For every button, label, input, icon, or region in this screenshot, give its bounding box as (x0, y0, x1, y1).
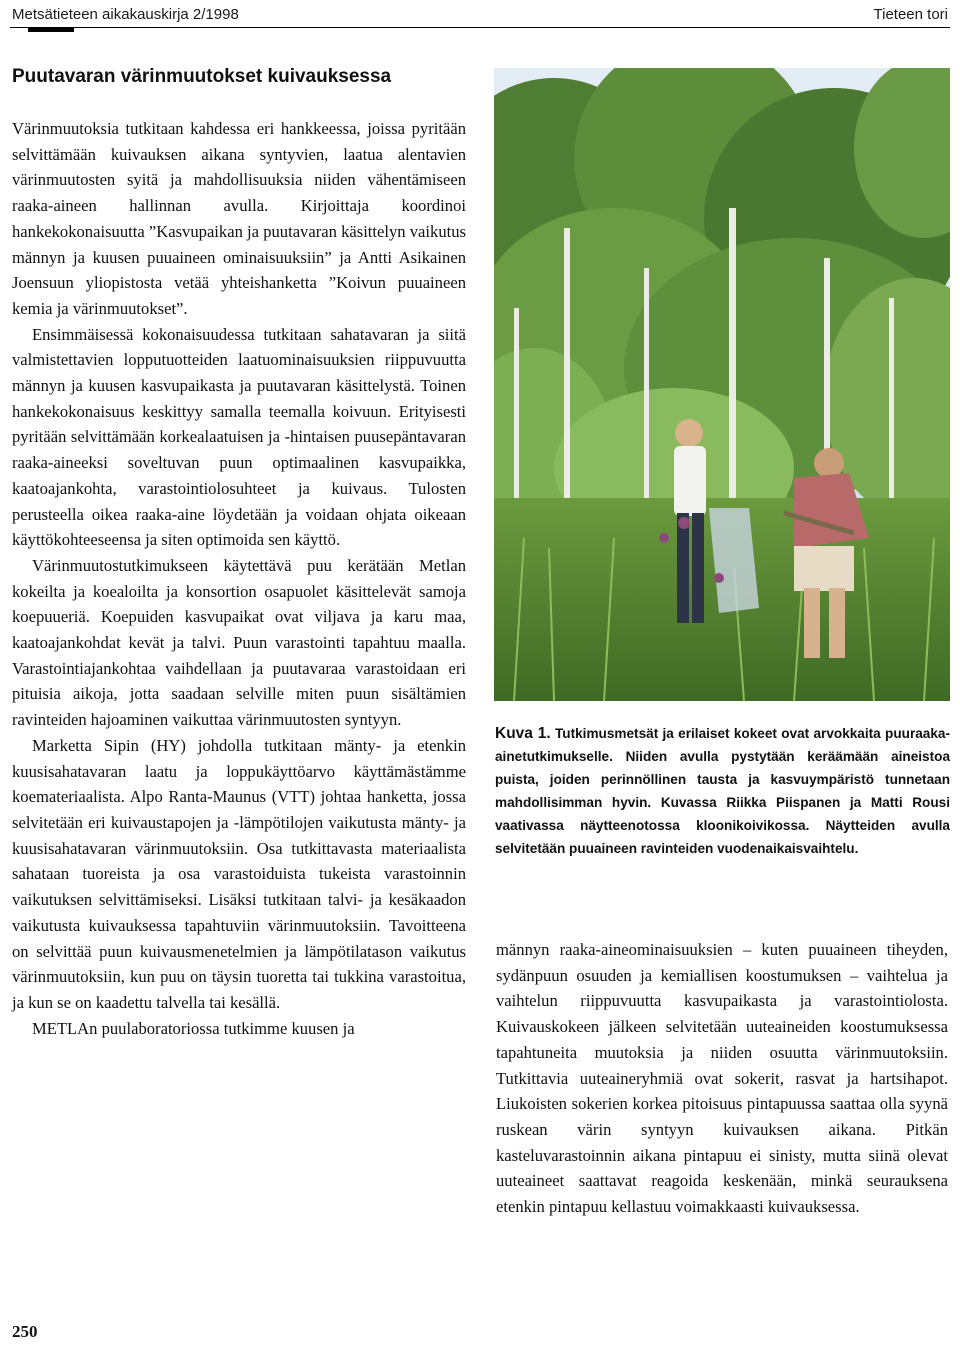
right-column (496, 937, 948, 1220)
caption-text: Tutkimusmetsät ja erilaiset kokeet ovat arvokkaita puuraaka-ainetutkimukselle. Niiden avulla pystytään keräämään aineistoa puista, joiden perinnöllinen tausta ja kasvuympäristö tunnetaan mahdollisimman hyvin. Kuvassa Riikka Piispanen ja Matti Rousi vaativassa näytteenotossa kloonikoivikossa. Näytteiden avulla selvitetään puuaineen ravinteiden vuodenaikaisvaihtelu. (495, 726, 951, 856)
page-number: 250 (12, 1322, 38, 1341)
paragraph-1: Värinmuutoksia tutkitaan kahdessa eri hankkeessa, joissa pyritään selvittämään kuivauksen aikana syntyvien, laatua alentavien värinmuutosten syitä ja mahdollisuuksia niiden vähentämiseen raaka-aineen hallinnan avulla. Kirjoittaja koordinoi hankekokonaisuutta ”Kasvupaikan ja puutavaran käsittelyn vaikutus männyn ja kuusen puuaineen ominaisuuksiin” ja Antti Asikainen Joensuun yliopistosta vetää yhteishanketta ”Koivun puuaineen kemia ja värinmuutokset”. (12, 119, 466, 318)
figure-caption (495, 722, 950, 860)
caption-label: Kuva 1. (495, 725, 551, 742)
paragraph-4: Marketta Sipin (HY) johdolla tutkitaan mänty- ja etenkin kuusisahatavaran laatu ja loppukäyttöarvo käyttämästämme koemateriaalista. Alpo Ranta-Maunus (VTT) johtaa hanketta, jossa selvitetään eri kuivaustapojen ja -lämpötilojen vaikutusta mänty- ja kuusisahatavaran värinmuutoksiin. Osa tutkittavasta materiaalista sahataan tuoreista ja osa varastoiduista tukeista varastoinnin vaikutuksen selvittämiseksi. Lisäksi tutkitaan talvi- ja kesäkaadon vaikutusta kuivauksessa tapahtuviin värinmuutoksiin. Tavoitteena on selvittää puun kuivausmenetelmien ja lämpötilatason vaikutus värinmuutoksiin, kun puu on täysin tuoretta tai tukkina varastoitua, ja kun se on kaadettu talvella tai kesällä. (12, 735, 466, 1012)
tree-canopy (494, 68, 950, 548)
paragraph-5: METLAn puulaboratoriossa tutkimme kuusen ja (32, 1018, 355, 1038)
paragraph-2: Ensimmäisessä kokonaisuudessa tutkitaan sahatavaran ja siitä valmistettavien lopputuotteiden laatuominaisuuksien riippuvuutta männyn ja kuusen kasvupaikasta ja puutavaran käsittelystä. Toinen hankekokonaisuus keskittyy samalla teemalla koivuun. Erityisesti pyritään selvittämään korkealaatuisen ja -hintaisen puusepäntavaran raaka-aineeksi soveltuvan puun optimaalinen kasvupaikka, kaatoajankohta, varastointiolosuhteet ja kuivaus. Tulosten perusteella oikea raaka-aine löydetään ja voidaan ohjata oikeaan käyttökohteeseensa ja siten optimoida sen käyttö. (12, 324, 466, 550)
figure-photo (494, 68, 950, 701)
journal-header: Metsätieteen aikakauskirja 2/1998 (12, 6, 239, 23)
birch-grove-photo (494, 68, 950, 701)
paragraph-3: Värinmuutostutkimukseen käytettävä puu kerätään Metlan kokeilta ja koealoilta ja konsortion osapuolet käsittelevät samoja koepuueriä. Koepuiden kasvupaikat ovat viljava ja karu maa, kaatoajankohdat kevät ja talvi. Puun varastointi tapahtuu maalla. Varastointiajankohtaa vaihdellaan ja puutavaraa varastoidaan eri pituisia aikoja, jotta saadaan selville miten puun sisältämien ravinteiden hajoaminen vaikuttaa värinmuutosten syntyyn. (12, 555, 466, 730)
header-accent-bar (28, 27, 74, 32)
section-header: Tieteen tori (873, 6, 948, 23)
article-title: Puutavaran värinmuutokset kuivauksessa (12, 66, 392, 87)
header-rule (10, 27, 950, 28)
paragraph-right: männyn raaka-aineominaisuuksien – kuten puuaineen tiheyden, sydänpuun osuuden ja kemiallisen koostumuksen – vaihtelua ja vaihtelun riippuvuutta kasvupaikasta ja varastointiolosta. Kuivauskokeen jälkeen selvitetään uuteaineiden koostumuksessa tapahtuneita muutoksia ja niiden osuutta värinmuutoksiin. Tutkittavia uuteaineryhmiä ovat sokerit, rasvat ja hartsihapot. Liukoisten sokerien korkea pitoisuus pintapuussa saattaa olla syynä ruskean värin syntyyn kuivauksen aikana. Pitkän kasteluvarastoinnin aikana pintapuu ei sinisty, mutta siinä olevat uuteaineet saattavat reagoida keskenään, minkä seurauksena etenkin pintapuu kellastuu voimakkaasti kuivauksessa. (496, 940, 948, 1217)
left-column (12, 116, 466, 1041)
